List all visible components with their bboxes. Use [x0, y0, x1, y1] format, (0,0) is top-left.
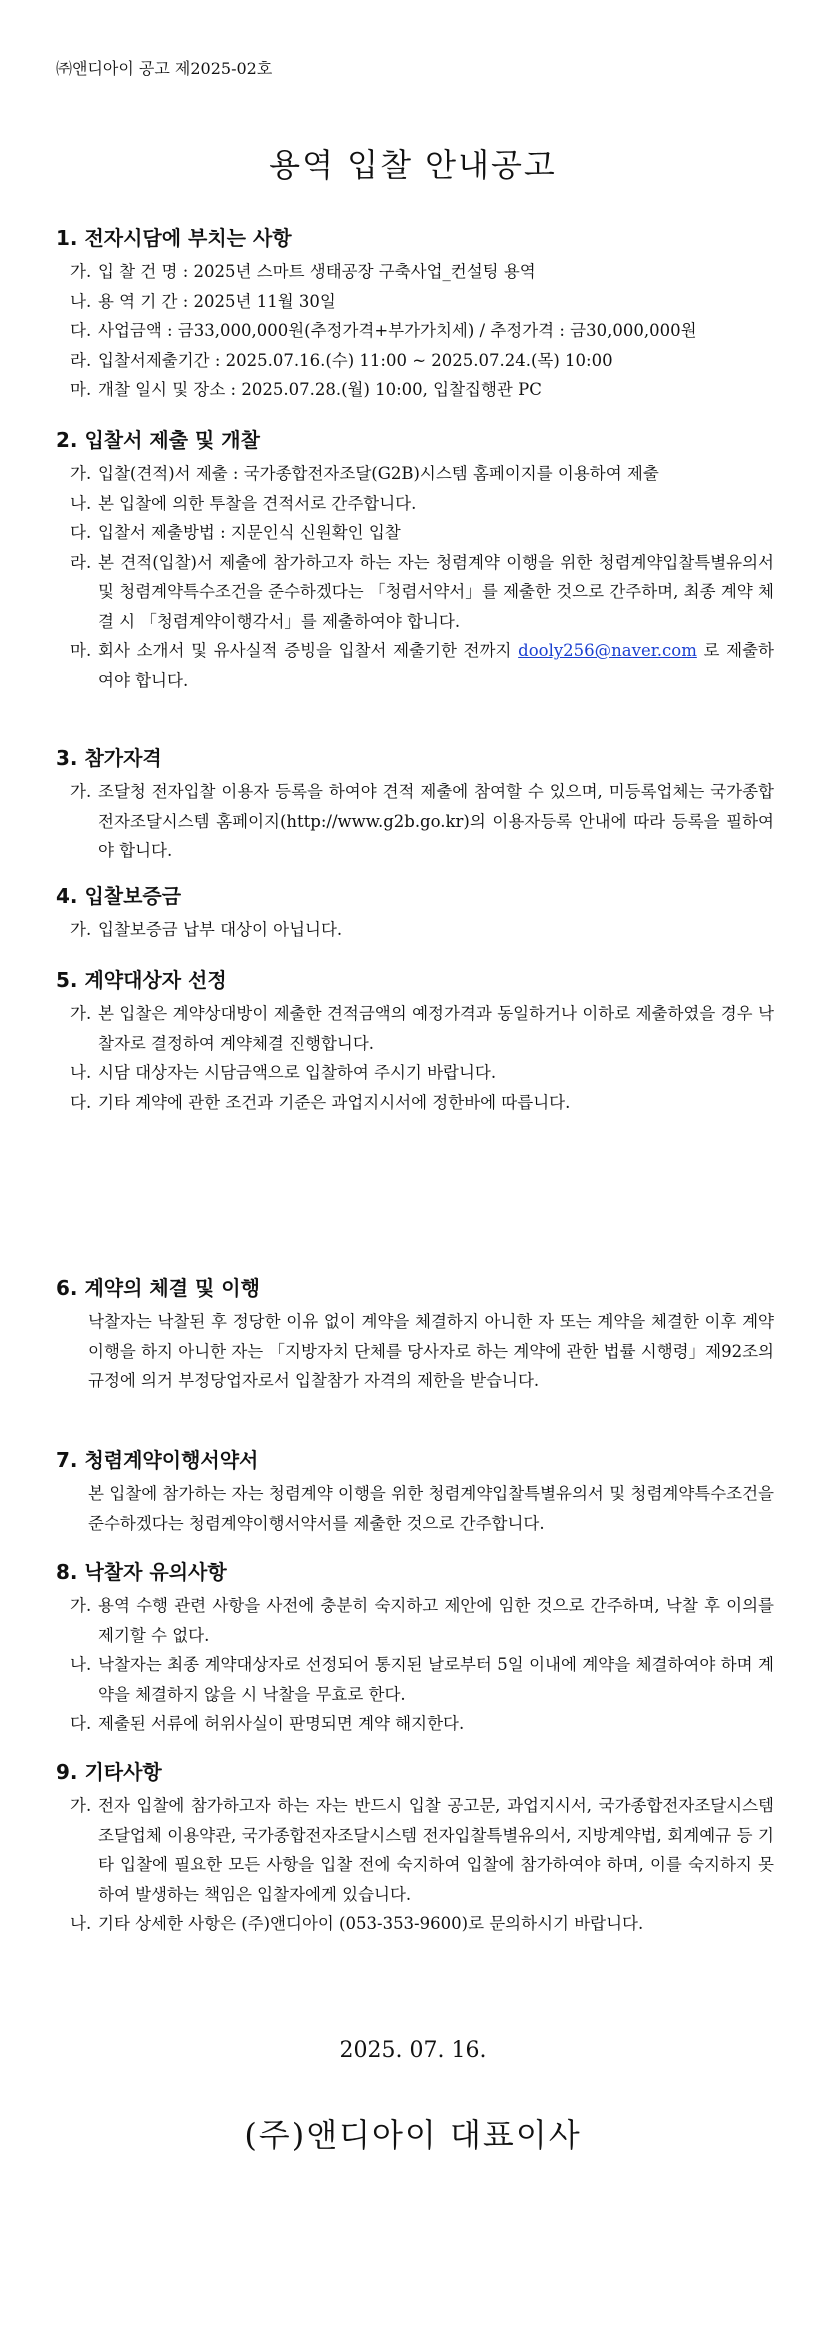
item-marker: 나.	[70, 291, 92, 311]
list-item	[56, 1591, 774, 1650]
item-marker: 나.	[70, 493, 92, 513]
signature: (주)앤디아이 대표이사	[244, 2116, 582, 2154]
item-marker: 가.	[70, 1004, 92, 1023]
list-item	[56, 999, 774, 1058]
section-2	[56, 424, 774, 695]
section-5	[56, 964, 774, 1117]
item-marker: 가.	[70, 262, 92, 281]
item-text: 조달청 전자입찰 이용자 등록을 하여야 견적 제출에 참여할 수 있으며, 미등록업체는 국가종합전자조달시스템 홈페이지(http://www.g2b.go.kr)의 이용자등록 안내에 따라 등록을 필하여야 합니다.	[98, 782, 774, 860]
item-marker: 가.	[70, 920, 92, 939]
item-text: 입찰보증금 납부 대상이 아닙니다.	[98, 920, 343, 939]
list-item	[56, 548, 774, 637]
item-marker: 다.	[70, 523, 92, 542]
list-item	[56, 287, 774, 317]
item-marker: 가.	[70, 1796, 92, 1815]
section-title: 4. 입찰보증금	[56, 884, 182, 908]
item-text: 용 역 기 간 : 2025년 11월 30일	[98, 291, 336, 311]
notice-number: ㈜앤디아이 공고 제2025-02호	[56, 59, 273, 78]
item-text-before: 회사 소개서 및 유사실적 증빙을 입찰서 제출기한 전까지	[98, 641, 519, 660]
item-text: 기타 상세한 사항은 (주)앤디아이 (053-353-9600)로 문의하시기 바랍니다.	[98, 1914, 644, 1933]
item-text: 본 입찰에 의한 투찰을 견적서로 간주합니다.	[98, 493, 417, 513]
list-item	[56, 346, 774, 376]
item-text-after: 로 제출하여야 합니다.	[98, 641, 774, 690]
item-marker: 가.	[70, 464, 92, 483]
list-item	[56, 459, 774, 489]
item-marker: 라.	[70, 552, 92, 572]
item-text: 제출된 서류에 허위사실이 판명되면 계약 해지한다.	[98, 1714, 465, 1733]
item-text	[98, 636, 774, 695]
item-marker: 가.	[70, 782, 92, 801]
section-title: 3. 참가자격	[56, 746, 162, 770]
item-marker: 다.	[70, 1714, 92, 1733]
item-text: 본 견적(입찰)서 제출에 참가하고자 하는 자는 청렴계약 이행을 위한 청렴계약입찰특별유의서 및 청렴계약특수조건을 준수하겠다는 「청렴서약서」를 제출한 것으로 간주하며, 최종 계약 체결 시 「청렴계약이행각서」를 제출하여야 합니다.	[98, 552, 774, 631]
item-text: 입찰서 제출방법 : 지문인식 신원확인 입찰	[98, 523, 401, 542]
list-item	[56, 1650, 774, 1709]
section-title: 8. 낙찰자 유의사항	[56, 1560, 227, 1584]
item-text: 낙찰자는 최종 계약대상자로 선정되어 통지된 날로부터 5일 이내에 계약을 체결하여야 하며 계약을 체결하지 않을 시 낙찰을 무효로 한다.	[98, 1655, 774, 1704]
notice-date: 2025. 07. 16.	[339, 2038, 487, 2063]
item-marker: 다.	[70, 1092, 92, 1112]
list-item	[56, 1058, 774, 1088]
list-item	[56, 1909, 774, 1939]
item-marker: 다.	[70, 321, 92, 340]
item-marker: 나.	[70, 1063, 92, 1082]
list-item	[56, 489, 774, 519]
list-item	[56, 1791, 774, 1909]
item-marker: 나.	[70, 1914, 92, 1933]
item-marker: 나.	[70, 1655, 92, 1674]
item-text: 시담 대상자는 시담금액으로 입찰하여 주시기 바랍니다.	[98, 1063, 497, 1082]
item-marker: 마.	[70, 380, 92, 399]
section-paragraph: 낙찰자는 낙찰된 후 정당한 이유 없이 계약을 체결하지 아니한 자 또는 계약을 체결한 이후 계약이행을 하지 아니한 자는 「지방자치 단체를 당사자로 하는 계약에 관한 법률 시행령」제92조의 규정에 의거 부정당업자로서 입찰참가 자격의 제한을 받습니다.	[88, 1312, 774, 1390]
list-item	[56, 316, 774, 346]
section-3	[56, 742, 774, 866]
section-8	[56, 1556, 774, 1739]
section-paragraph: 본 입찰에 참가하는 자는 청렴계약 이행을 위한 청렴계약입찰특별유의서 및 청렴계약특수조건을 준수하겠다는 청렴계약이행서약서를 제출한 것으로 간주합니다.	[88, 1484, 774, 1533]
item-text: 입찰서제출기간 : 2025.07.16.(수) 11:00 ~ 2025.07.24.(목) 10:00	[98, 350, 613, 370]
list-item	[56, 518, 774, 548]
item-text: 입 찰 건 명 : 2025년 스마트 생태공장 구축사업_컨설팅 용역	[98, 262, 536, 281]
item-text: 전자 입찰에 참가하고자 하는 자는 반드시 입찰 공고문, 과업지시서, 국가종합전자조달시스템 조달업체 이용약관, 국가종합전자조달시스템 전자입찰특별유의서, 지방계약법, 회계예규 등 기타 입찰에 필요한 모든 사항을 입찰 전에 숙지하여 입찰에 참가하여야 하며, 이를 숙지하지 못하여 발생하는 책임은 입찰자에게 있습니다.	[98, 1796, 774, 1904]
item-text: 개찰 일시 및 장소 : 2025.07.28.(월) 10:00, 입찰집행관 PC	[98, 380, 542, 399]
page-title: 용역 입찰 안내공고	[269, 146, 557, 184]
item-text: 기타 계약에 관한 조건과 기준은 과업지시서에 정한바에 따릅니다.	[98, 1092, 571, 1112]
item-text: 입찰(견적)서 제출 : 국가종합전자조달(G2B)시스템 홈페이지를 이용하여 제출	[98, 464, 659, 483]
section-4	[56, 880, 774, 945]
section-title: 1. 전자시담에 부치는 사항	[56, 226, 292, 250]
item-text: 본 입찰은 계약상대방이 제출한 견적금액의 예정가격과 동일하거나 이하로 제출하였을 경우 낙찰자로 결정하여 계약체결 진행합니다.	[98, 1004, 774, 1053]
section-title: 9. 기타사항	[56, 1760, 162, 1784]
item-text: 사업금액 : 금33,000,000원(추정가격+부가가치세) / 추정가격 : 금30,000,000원	[98, 321, 697, 340]
section-title: 2. 입찰서 제출 및 개찰	[56, 428, 260, 452]
list-item	[56, 915, 774, 945]
list-item	[56, 375, 774, 405]
email-link[interactable]: dooly256@naver.com	[518, 641, 697, 660]
list-item	[56, 257, 774, 287]
list-item	[56, 636, 774, 695]
list-item	[56, 1709, 774, 1739]
item-marker: 마.	[70, 641, 92, 660]
section-7	[56, 1444, 774, 1538]
section-9	[56, 1756, 774, 1939]
section-title: 6. 계약의 체결 및 이행	[56, 1276, 260, 1300]
section-6	[56, 1272, 774, 1396]
section-title: 7. 청렴계약이행서약서	[56, 1448, 259, 1472]
item-marker: 라.	[70, 350, 92, 370]
item-marker: 가.	[70, 1596, 92, 1615]
list-item	[56, 777, 774, 866]
list-item	[56, 1088, 774, 1118]
section-title: 5. 계약대상자 선정	[56, 968, 227, 992]
item-text: 용역 수행 관련 사항을 사전에 충분히 숙지하고 제안에 임한 것으로 간주하며, 낙찰 후 이의를 제기할 수 없다.	[98, 1596, 774, 1645]
section-1	[56, 222, 774, 405]
